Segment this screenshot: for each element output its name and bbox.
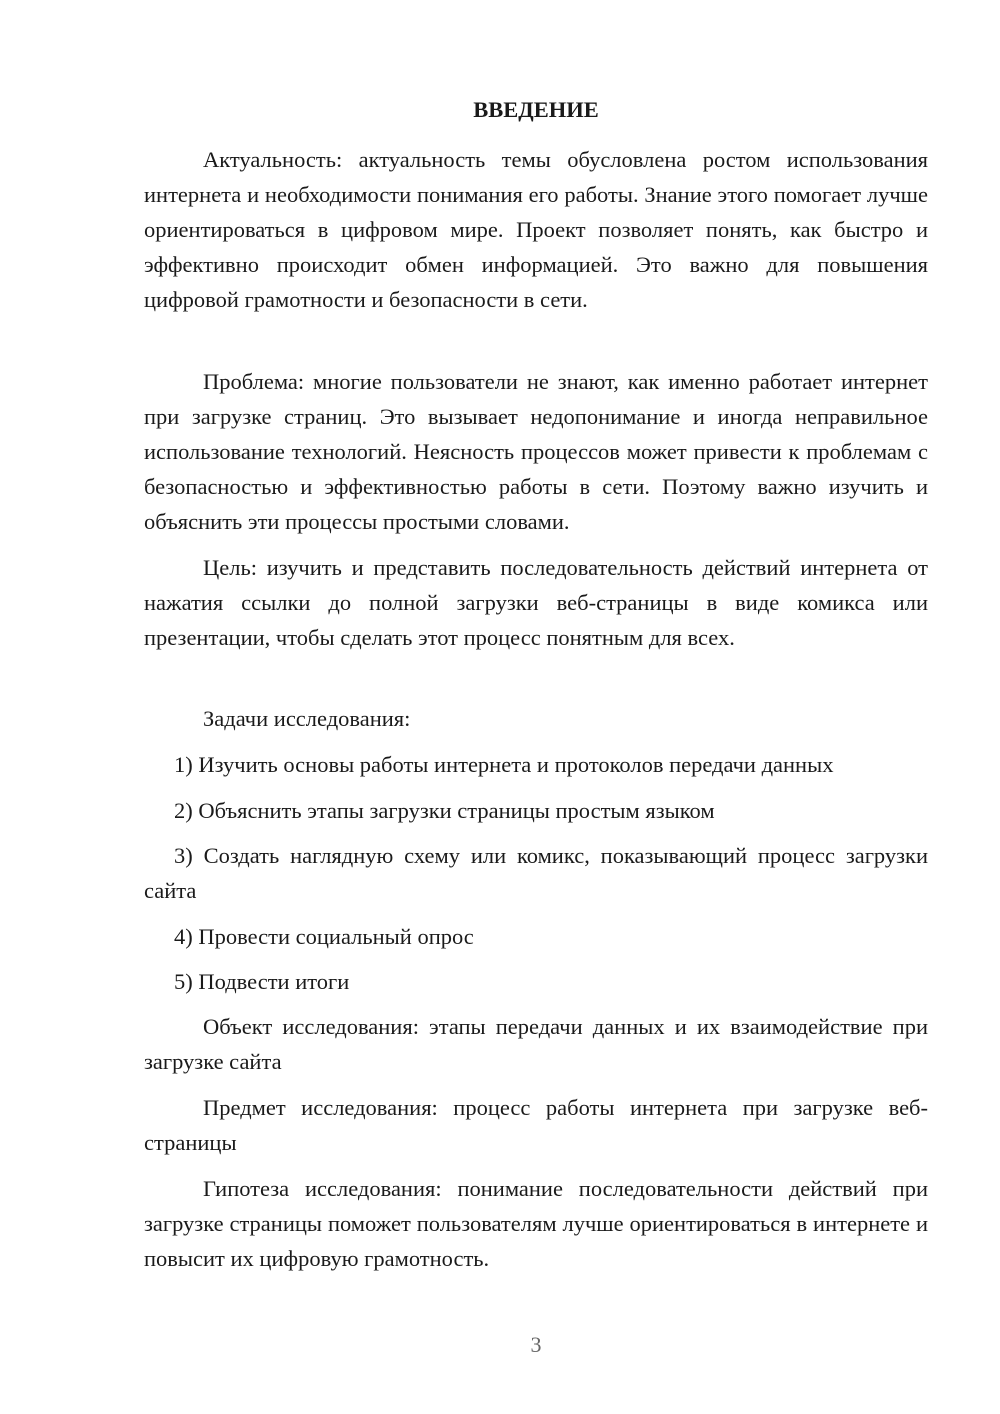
paragraph-hypothesis: Гипотеза исследования: понимание последовательности действий при загрузке страницы поможет пользователям лучше ориентироваться в интернете и повысит их цифровую грамотность. (144, 1176, 928, 1271)
paragraph-goal: Цель: изучить и представить последовательность действий интернета от нажатия ссылки до полной загрузки веб-страницы в виде комикса или презентации, чтобы сделать этот процесс понятным для всех. (144, 555, 928, 650)
tasks-heading: Задачи исследования: (203, 706, 411, 731)
paragraph-problem: Проблема: многие пользователи не знают, как именно работает интернет при загрузке страниц. Это вызывает недопонимание и иногда неправильное использование технологий. Неясность процессов может привести к проблемам с безопасностью и эффективностью работы в сети. Поэтому важно изучить и объяснить эти процессы простыми словами. (144, 369, 928, 534)
list-item-task-3: 3) Создать наглядную схему или комикс, показывающий процесс загрузки сайта (144, 843, 928, 903)
paragraph-relevance: Актуальность: актуальность темы обусловлена ростом использования интернета и необходимости понимания его работы. Знание этого помогает лучше ориентироваться в цифровом мире. Проект позволяет понять, как быстро и эффективно происходит обмен информацией. Это важно для повышения цифровой грамотности и безопасности в сети. (144, 147, 928, 312)
list-item-task-4: 4) Провести социальный опрос (174, 924, 474, 949)
paragraph-object: Объект исследования: этапы передачи данных и их взаимодействие при загрузке сайта (144, 1014, 928, 1074)
paragraph-subject: Предмет исследования: процесс работы интернета при загрузке веб-страницы (144, 1095, 928, 1155)
list-item-task-2: 2) Объяснить этапы загрузки страницы простым языком (174, 798, 715, 823)
page-title: ВВЕДЕНИЕ (473, 97, 599, 122)
list-item-task-1: 1) Изучить основы работы интернета и протоколов передачи данных (174, 752, 834, 777)
list-item-task-5: 5) Подвести итоги (174, 969, 350, 994)
page-number: 3 (530, 1332, 542, 1357)
